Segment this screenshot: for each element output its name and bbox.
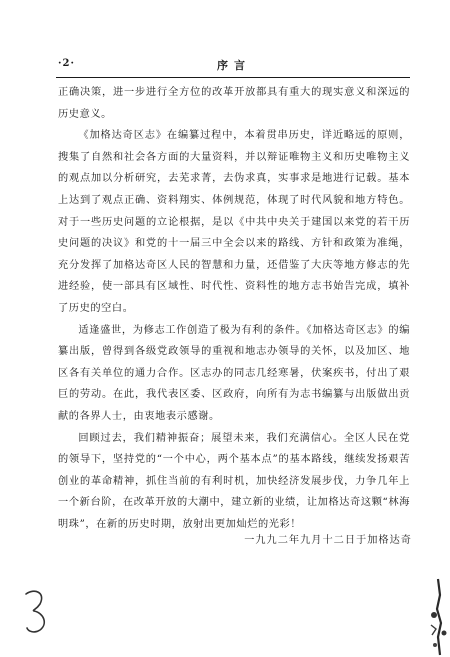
handwritten-page-mark [22,586,52,636]
page-header [58,58,410,74]
signature-date-line: 一九九二年九月十二日于加格达奇 [244,535,412,546]
header-rule [56,77,410,78]
paragraph-acknowledgement: 适逢盛世，为修志工作创造了极为有利的条件。《加格达奇区志》的编纂出版，曾得到各级党政领导的重视和地志办领导的关怀，以及加区、地区各有关单位的通力合作。区志办的同志几经寒暑，伏案疾书，付出了艰巨的劳动。在此，我代表区委、区政府，向所有为志书编纂与出版做出贡献的各界人士，由衷地表示感谢。 [58,324,410,422]
body-text [58,82,410,535]
paragraph-outlook: 回顾过去，我们精神振奋；展望未来，我们充满信心。全区人民在党的领导下，坚持党的“一个中心，两个基本点”的基本路线，继续发扬艰苦创业的革命精神，抓住当前的有利时机，加快经济发展步伐，力争几年上一个新台阶，在改革开放的大潮中，建立新的业绩，让加格达奇这颗“林海明珠”，在新的历史时期，放射出更加灿烂的光彩！ [58,432,410,530]
paragraph-continuation: 正确决策，进一步进行全方位的改革开放都具有重大的现实意义和深远的历史意义。 [58,87,410,120]
scan-edge-smudge [428,575,450,657]
paragraph-compilation: 《加格达奇区志》在编纂过程中，本着贯串历史，详近略远的原则，搜集了自然和社会各方面的大量资料，并以辩证唯物主义和历史唯物主义的观点加以分析研究，去芜求菁，去伪求真，实事求是地进行记载。基本上达到了观点正确、资料翔实、体例规范，体现了时代风貌和地方特色。对于一些历史问题的立论根据，是以《中共中央关于建国以来党的若干历史问题的决议》和党的十一届三中全会以来的路线、方针和政策为准绳，充分发挥了加格达奇区人民的智慧和力量，还借鉴了大庆等地方修志的先进经验，使一部具有区域性、时代性、资料性的地方志书始告完成，填补了历史的空白。 [58,130,410,314]
page-number: ·2· [58,58,75,69]
running-title: 序言 [217,59,251,72]
